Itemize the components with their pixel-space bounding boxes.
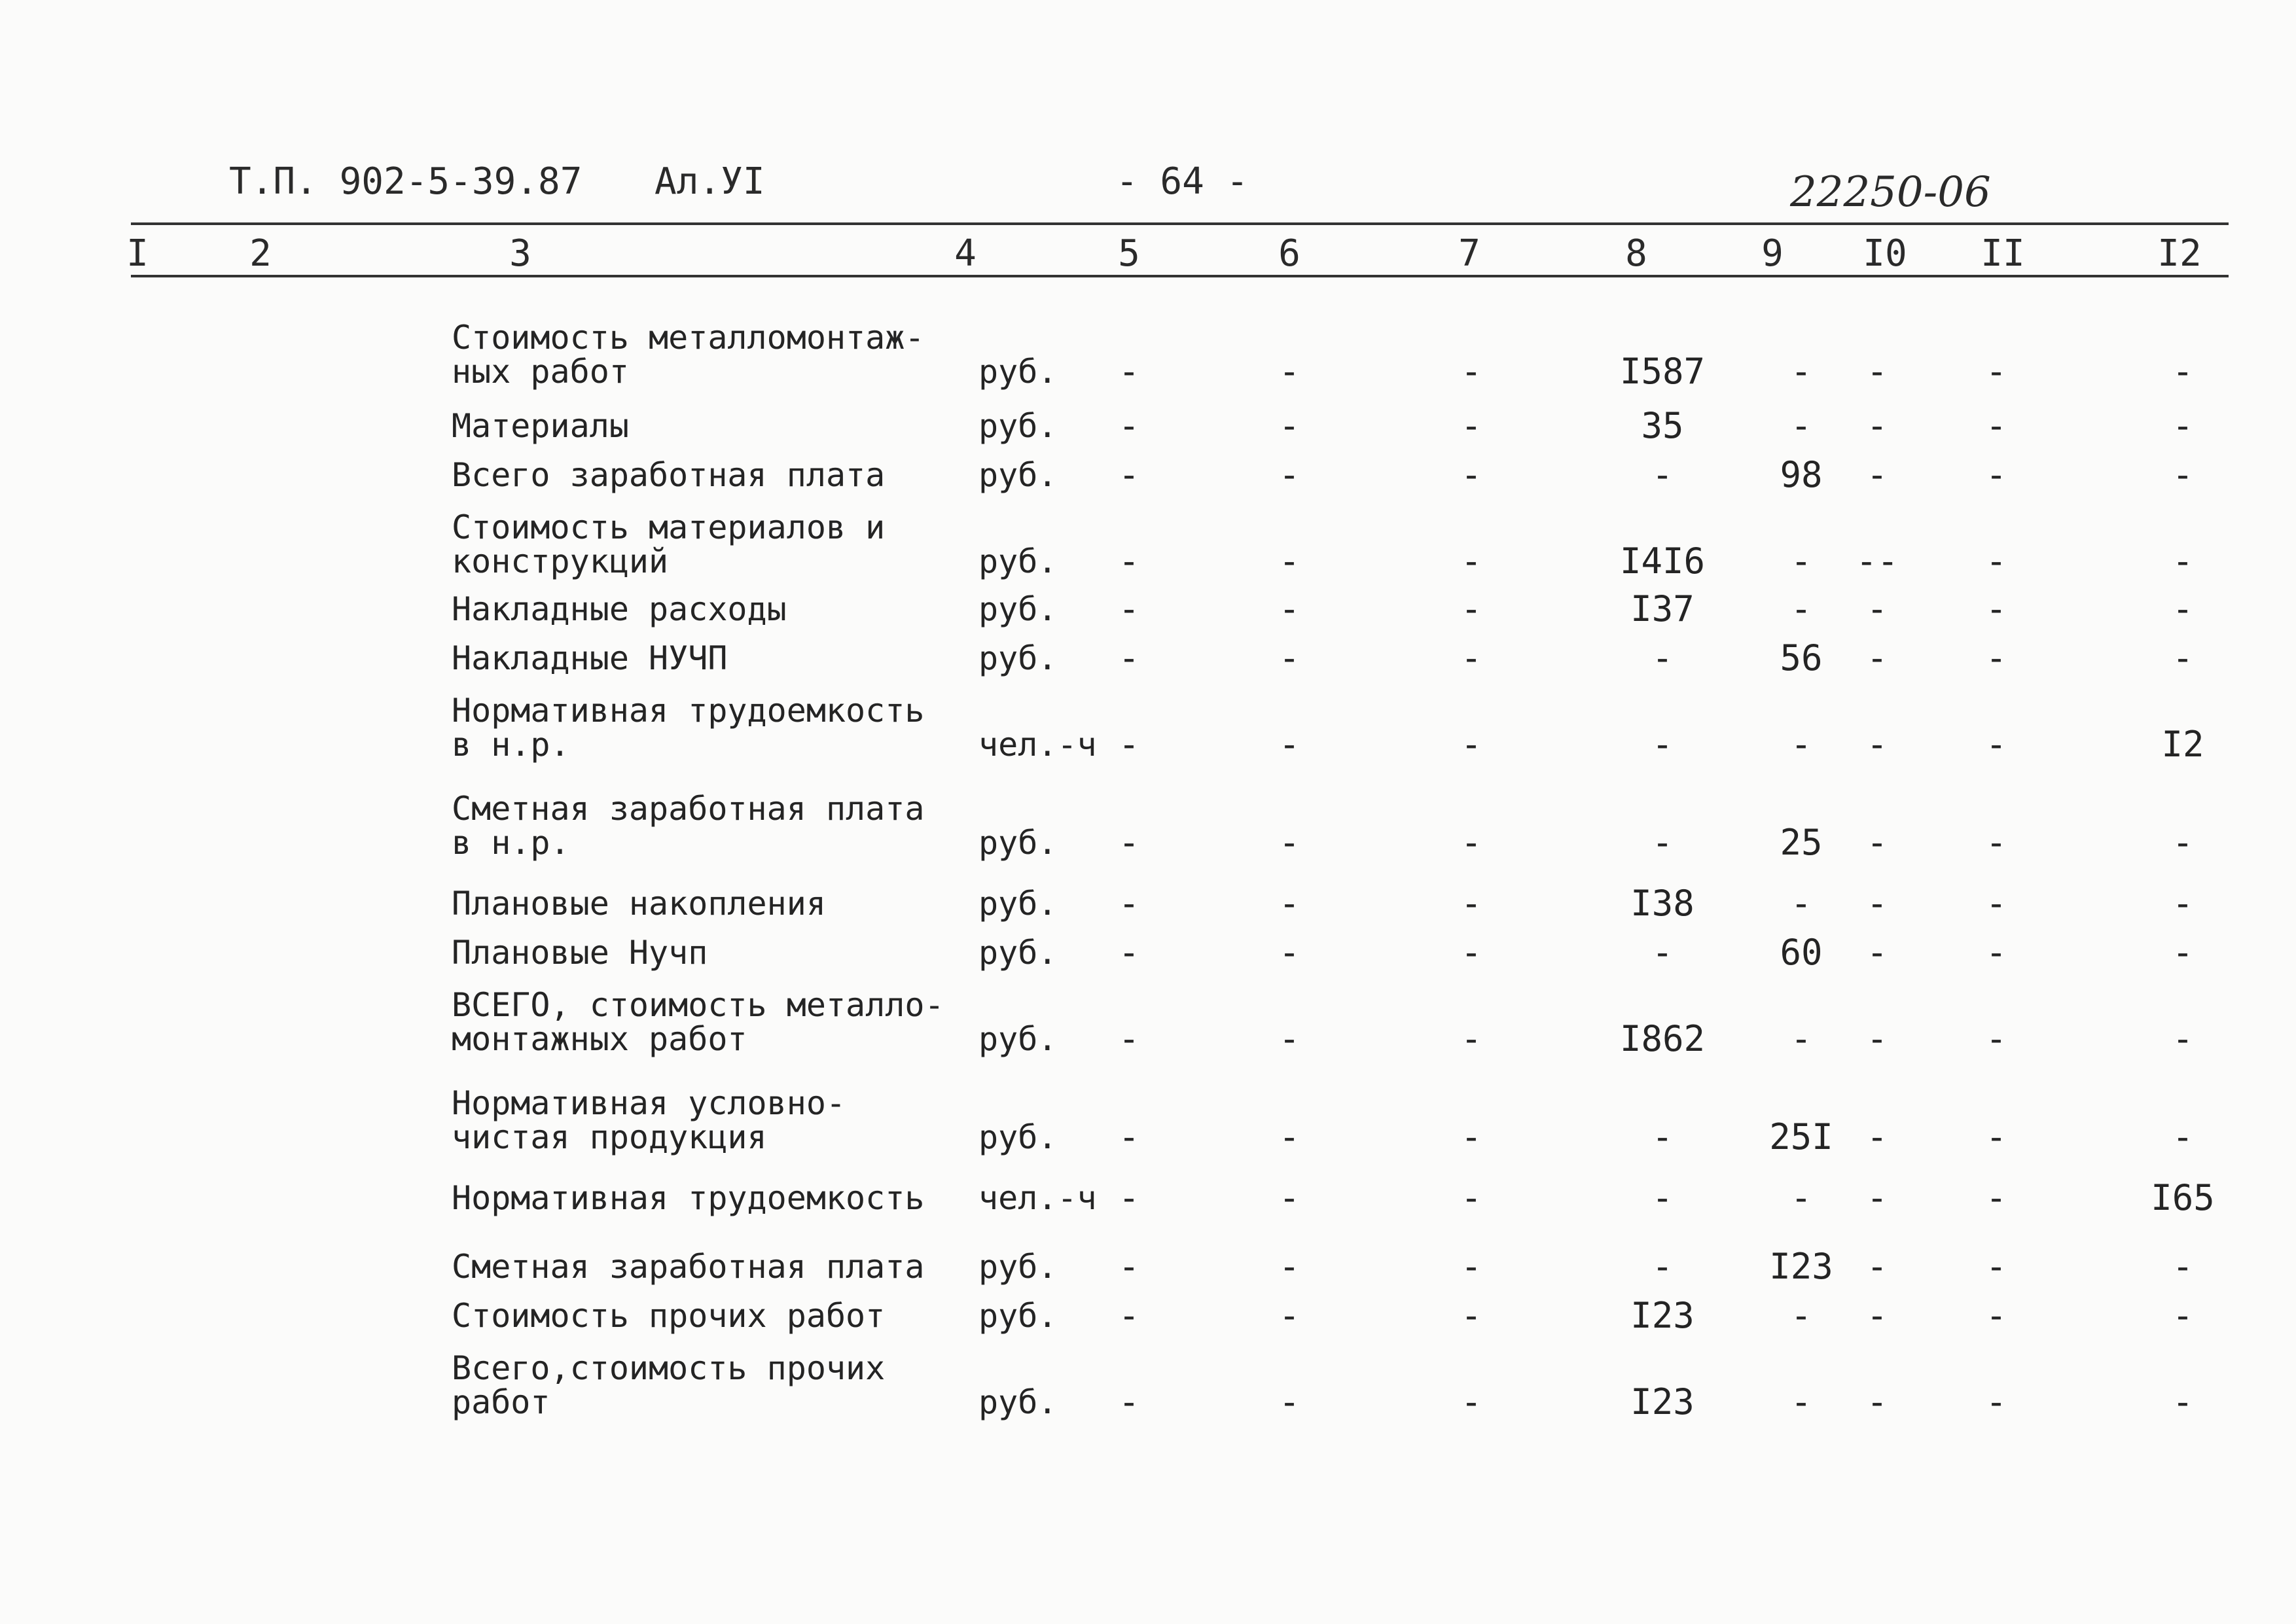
row-unit: руб. <box>978 934 1058 972</box>
row-unit: руб. <box>978 590 1058 628</box>
cell-col-9: I23 <box>1769 1246 1833 1287</box>
row-label: Плановые накопления <box>452 885 826 923</box>
cell-col-10: - <box>1866 454 1888 495</box>
cell-col-9: - <box>1790 405 1812 446</box>
cell-col-12: - <box>2172 822 2194 863</box>
cell-col-10: - <box>1866 822 1888 863</box>
cell-col-6: - <box>1278 540 1300 582</box>
cell-col-8: 35 <box>1641 405 1684 446</box>
column-number: 6 <box>1278 232 1300 275</box>
cell-col-12: - <box>2172 588 2194 629</box>
cell-col-5: - <box>1118 1295 1140 1336</box>
cell-col-12: - <box>2172 454 2194 495</box>
row-label: Плановые Нучп <box>452 934 708 972</box>
cell-col-10: - <box>1866 1116 1888 1157</box>
cell-col-9: - <box>1790 724 1812 765</box>
cell-col-10: - <box>1866 351 1888 392</box>
cell-col-8: - <box>1651 724 1674 765</box>
cell-col-8: - <box>1651 822 1674 863</box>
row-unit: руб. <box>978 1118 1058 1156</box>
cell-col-10: - <box>1866 1246 1888 1287</box>
cell-col-7: - <box>1460 822 1482 863</box>
cell-col-8: - <box>1651 932 1674 973</box>
cell-col-8: I37 <box>1630 588 1695 629</box>
row-label: Стоимость прочих работ <box>452 1297 886 1335</box>
column-number: I <box>126 232 149 275</box>
cell-col-7: - <box>1460 932 1482 973</box>
cell-col-6: - <box>1278 351 1300 392</box>
cell-col-11: - <box>1985 724 2007 765</box>
cell-col-7: - <box>1460 351 1482 392</box>
cell-col-6: - <box>1278 637 1300 679</box>
cell-col-5: - <box>1118 883 1140 924</box>
cell-col-11: - <box>1985 1295 2007 1336</box>
row-label: Накладные расходы <box>452 590 787 628</box>
cell-col-12: I65 <box>2151 1177 2215 1218</box>
cell-col-9: - <box>1790 1177 1812 1218</box>
column-number: 8 <box>1625 232 1647 275</box>
row-unit: чел.-ч <box>978 726 1097 764</box>
row-unit: руб. <box>978 639 1058 677</box>
cell-col-5: - <box>1118 1246 1140 1287</box>
cell-col-7: - <box>1460 405 1482 446</box>
cell-col-6: - <box>1278 724 1300 765</box>
cell-col-9: - <box>1790 588 1812 629</box>
row-label: Всего заработная плата <box>452 456 886 494</box>
cell-col-12: I2 <box>2161 724 2204 765</box>
cell-col-11: - <box>1985 540 2007 582</box>
cell-col-9: 25 <box>1780 822 1823 863</box>
cell-col-11: - <box>1985 588 2007 629</box>
row-label: Накладные НУЧП <box>452 639 728 677</box>
cell-col-5: - <box>1118 405 1140 446</box>
cell-col-12: - <box>2172 540 2194 582</box>
cell-col-11: - <box>1985 454 2007 495</box>
row-unit: руб. <box>978 824 1058 862</box>
cell-col-8: - <box>1651 1177 1674 1218</box>
row-unit: руб. <box>978 353 1058 391</box>
cell-col-9: - <box>1790 351 1812 392</box>
row-unit: руб. <box>978 1297 1058 1335</box>
cell-col-5: - <box>1118 454 1140 495</box>
cell-col-12: - <box>2172 405 2194 446</box>
cell-col-10: - <box>1866 405 1888 446</box>
cell-col-11: - <box>1985 883 2007 924</box>
cell-col-7: - <box>1460 637 1482 679</box>
cell-col-7: - <box>1460 1246 1482 1287</box>
cell-col-12: - <box>2172 1381 2194 1422</box>
row-label: Сметная заработная плата <box>452 1248 925 1286</box>
cell-col-5: - <box>1118 1381 1140 1422</box>
cell-col-11: - <box>1985 1177 2007 1218</box>
column-number: 9 <box>1761 232 1784 275</box>
cell-col-8: - <box>1651 637 1674 679</box>
column-number: 4 <box>954 232 977 275</box>
cell-col-6: - <box>1278 1381 1300 1422</box>
cell-col-9: - <box>1790 540 1812 582</box>
row-label: Сметная заработная плата в н.р. <box>452 790 925 862</box>
column-number: 7 <box>1458 232 1480 275</box>
page-number: - 64 - <box>1116 160 1249 203</box>
row-unit: руб. <box>978 1248 1058 1286</box>
cell-col-6: - <box>1278 454 1300 495</box>
cell-col-10: - <box>1866 932 1888 973</box>
cell-col-6: - <box>1278 588 1300 629</box>
cell-col-10: - <box>1866 1295 1888 1336</box>
cell-col-6: - <box>1278 932 1300 973</box>
cell-col-5: - <box>1118 588 1140 629</box>
row-label: ВСЕГО, стоимость металло- монтажных работ <box>452 986 944 1058</box>
column-number: I0 <box>1863 232 1907 275</box>
cell-col-8: I23 <box>1630 1381 1695 1422</box>
cell-col-9: 56 <box>1780 637 1823 679</box>
cell-col-7: - <box>1460 454 1482 495</box>
cell-col-12: - <box>2172 1246 2194 1287</box>
cell-col-12: - <box>2172 932 2194 973</box>
cell-col-11: - <box>1985 1381 2007 1422</box>
column-number: I2 <box>2157 232 2202 275</box>
cell-col-12: - <box>2172 883 2194 924</box>
row-label: Нормативная трудоемкость <box>452 1179 925 1217</box>
cell-col-7: - <box>1460 724 1482 765</box>
cell-col-8: - <box>1651 454 1674 495</box>
column-number: 2 <box>249 232 272 275</box>
album-number: Ал.УI <box>655 160 765 203</box>
cell-col-12: - <box>2172 1018 2194 1059</box>
cell-col-5: - <box>1118 540 1140 582</box>
cell-col-5: - <box>1118 637 1140 679</box>
row-label: Стоимость материалов и конструкций <box>452 508 886 580</box>
cell-col-9: 60 <box>1780 932 1823 973</box>
cell-col-5: - <box>1118 1018 1140 1059</box>
cell-col-8: I862 <box>1619 1018 1706 1059</box>
row-label: Нормативная условно- чистая продукция <box>452 1084 846 1156</box>
cell-col-9: - <box>1790 1381 1812 1422</box>
cell-col-8: - <box>1651 1246 1674 1287</box>
column-number: 5 <box>1118 232 1140 275</box>
cell-col-5: - <box>1118 822 1140 863</box>
row-label: Материалы <box>452 407 629 445</box>
cell-col-11: - <box>1985 1246 2007 1287</box>
cell-col-6: - <box>1278 1295 1300 1336</box>
cell-col-6: - <box>1278 1246 1300 1287</box>
column-number: II <box>1981 232 2025 275</box>
cell-col-6: - <box>1278 883 1300 924</box>
cell-col-8: I4I6 <box>1619 540 1706 582</box>
cell-col-5: - <box>1118 351 1140 392</box>
cell-col-7: - <box>1460 883 1482 924</box>
cell-col-5: - <box>1118 1177 1140 1218</box>
cell-col-9: - <box>1790 1018 1812 1059</box>
cell-col-7: - <box>1460 588 1482 629</box>
cell-col-8: - <box>1651 1116 1674 1157</box>
cell-col-10: - <box>1866 637 1888 679</box>
cell-col-10: - <box>1866 724 1888 765</box>
cell-col-5: - <box>1118 724 1140 765</box>
row-label: Стоимость металломонтаж- ных работ <box>452 319 925 391</box>
cell-col-7: - <box>1460 1116 1482 1157</box>
cell-col-7: - <box>1460 1177 1482 1218</box>
cell-col-5: - <box>1118 932 1140 973</box>
cell-col-10: - <box>1866 1177 1888 1218</box>
cell-col-12: - <box>2172 1116 2194 1157</box>
cell-col-11: - <box>1985 1018 2007 1059</box>
cell-col-11: - <box>1985 1116 2007 1157</box>
cell-col-6: - <box>1278 1177 1300 1218</box>
cell-col-6: - <box>1278 822 1300 863</box>
cell-col-11: - <box>1985 405 2007 446</box>
cell-col-7: - <box>1460 540 1482 582</box>
row-unit: руб. <box>978 407 1058 445</box>
cell-col-12: - <box>2172 351 2194 392</box>
cell-col-8: I587 <box>1619 351 1706 392</box>
row-unit: чел.-ч <box>978 1179 1097 1217</box>
document-number: 22250-06 <box>1790 168 1991 217</box>
cell-col-8: I38 <box>1630 883 1695 924</box>
cell-col-10: - <box>1866 588 1888 629</box>
row-label: Всего,стоимость прочих работ <box>452 1349 886 1421</box>
cell-col-9: - <box>1790 1295 1812 1336</box>
row-unit: руб. <box>978 542 1058 580</box>
cell-col-10: -- <box>1856 540 1899 582</box>
cell-col-10: - <box>1866 1018 1888 1059</box>
cell-col-11: - <box>1985 637 2007 679</box>
document-code: Т.П. 902-5-39.87 <box>229 160 583 203</box>
cell-col-9: 98 <box>1780 454 1823 495</box>
cell-col-7: - <box>1460 1018 1482 1059</box>
cell-col-6: - <box>1278 405 1300 446</box>
cell-col-6: - <box>1278 1116 1300 1157</box>
cell-col-11: - <box>1985 351 2007 392</box>
row-label: Нормативная трудоемкость в н.р. <box>452 692 925 764</box>
row-unit: руб. <box>978 885 1058 923</box>
cell-col-9: - <box>1790 883 1812 924</box>
cell-col-8: I23 <box>1630 1295 1695 1336</box>
cell-col-11: - <box>1985 932 2007 973</box>
row-unit: руб. <box>978 1383 1058 1421</box>
cell-col-7: - <box>1460 1295 1482 1336</box>
cell-col-10: - <box>1866 1381 1888 1422</box>
cell-col-11: - <box>1985 822 2007 863</box>
cell-col-9: 25I <box>1769 1116 1833 1157</box>
column-number: 3 <box>509 232 531 275</box>
cell-col-7: - <box>1460 1381 1482 1422</box>
cell-col-6: - <box>1278 1018 1300 1059</box>
cell-col-5: - <box>1118 1116 1140 1157</box>
cell-col-10: - <box>1866 883 1888 924</box>
row-unit: руб. <box>978 456 1058 494</box>
row-unit: руб. <box>978 1020 1058 1058</box>
cell-col-12: - <box>2172 637 2194 679</box>
cell-col-12: - <box>2172 1295 2194 1336</box>
